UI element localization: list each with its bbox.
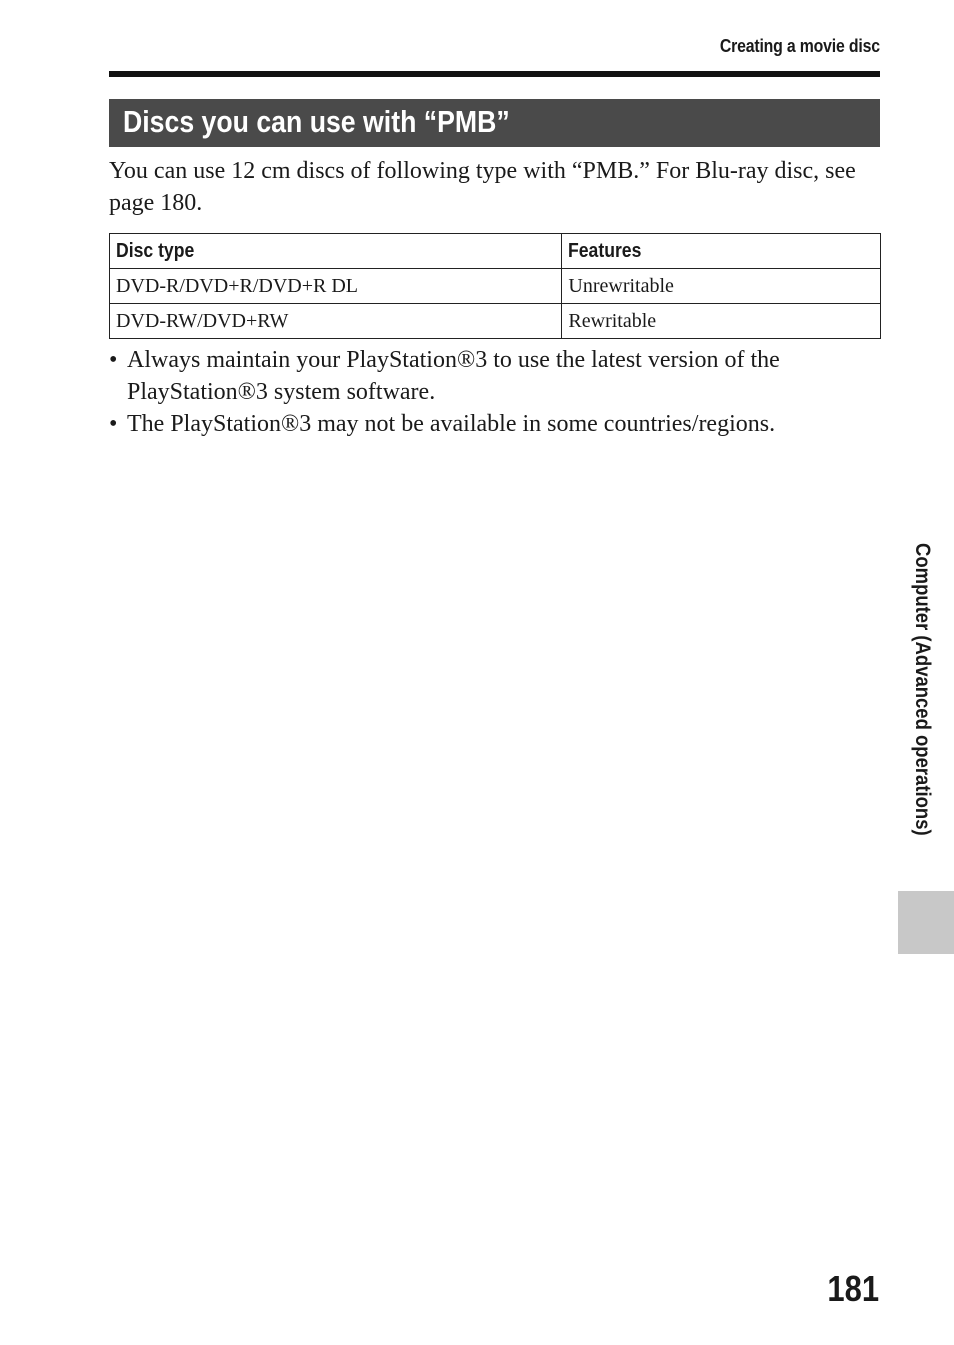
- side-tab-marker: [898, 891, 954, 954]
- note-text: Always maintain your PlayStation®3 to use the latest version of the PlayStation®3 system software.: [127, 347, 780, 405]
- section-title-bar: [109, 99, 880, 147]
- note-text: The PlayStation®3 may not be available in some countries/regions.: [127, 411, 776, 437]
- disc-type-table: [109, 233, 881, 339]
- side-tab-label: [910, 543, 938, 873]
- table-row: [110, 304, 881, 339]
- running-head: Creating a movie disc: [719, 36, 880, 56]
- side-tab-label-text: Computer (Advanced operations): [911, 543, 934, 836]
- list-item: [109, 408, 880, 440]
- bullet-icon: •: [109, 347, 118, 373]
- table-cell-features: Unrewritable: [562, 269, 881, 304]
- table-header-row: [110, 234, 881, 269]
- list-item: [109, 344, 880, 408]
- table-cell-features: Rewritable: [562, 304, 881, 339]
- table-row: [110, 269, 881, 304]
- notes-list: [109, 344, 880, 440]
- table-cell-disc-type: DVD-R/DVD+R/DVD+R DL: [110, 269, 562, 304]
- table-cell-disc-type: DVD-RW/DVD+RW: [110, 304, 562, 339]
- intro-paragraph: You can use 12 cm discs of following type with “PMB.” For Blu-ray disc, see page 180.: [109, 158, 856, 216]
- table-header-features: Features: [562, 234, 881, 269]
- bullet-icon: •: [109, 411, 118, 437]
- table-header-disc-type: Disc type: [110, 234, 562, 269]
- section-title: Discs you can use with “PMB”: [123, 104, 510, 139]
- page-number: 181: [827, 1268, 879, 1309]
- header-rule: [109, 71, 880, 77]
